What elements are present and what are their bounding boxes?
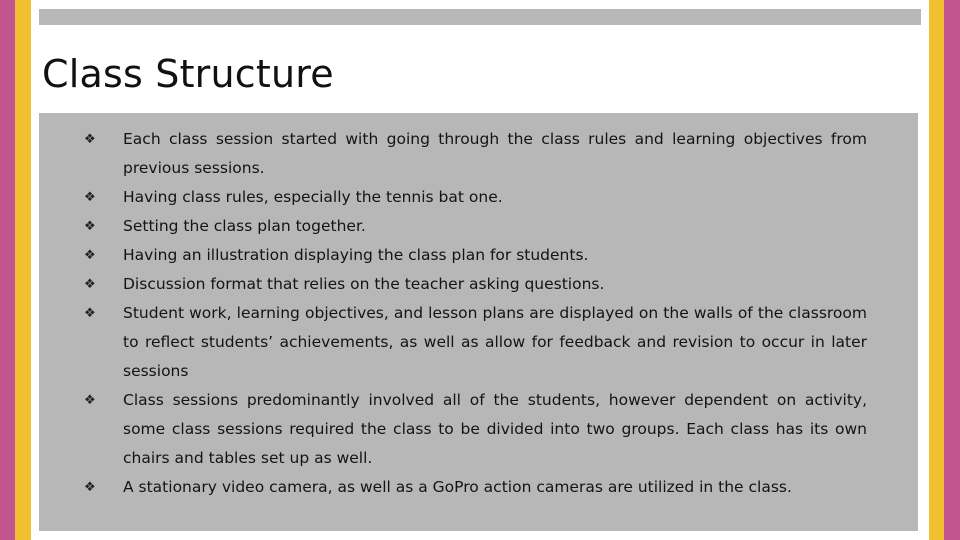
right-magenta-stripe (944, 0, 960, 540)
diamond-bullet-icon: ❖ (84, 480, 96, 495)
bullet-list (84, 125, 867, 502)
diamond-bullet-icon: ❖ (84, 248, 96, 263)
bullet-item (84, 125, 867, 183)
bullet-text: Student work, learning objectives, and lesson plans are displayed on the walls of the classroom to reflect students’ achievements, as well as allow for feedback and revision to occur in later sessions (123, 304, 867, 380)
bullet-item (84, 270, 867, 299)
bullet-text: Class sessions predominantly involved all of the students, however dependent on activity, some class sessions required the class to be divided into two groups. Each class has its own chairs and tables set up as well. (123, 391, 867, 467)
bullet-text: Each class session started with going through the class rules and learning objectives from previous sessions. (123, 130, 867, 177)
slide-title: Class Structure (42, 52, 334, 96)
bullet-item (84, 183, 867, 212)
left-magenta-stripe (0, 0, 15, 540)
diamond-bullet-icon: ❖ (84, 219, 96, 234)
diamond-bullet-icon: ❖ (84, 393, 96, 408)
left-yellow-stripe (15, 0, 31, 540)
diamond-bullet-icon: ❖ (84, 190, 96, 205)
bullet-item (84, 473, 867, 502)
bullet-item (84, 241, 867, 270)
bullet-text: Setting the class plan together. (123, 217, 366, 235)
bullet-item (84, 386, 867, 473)
bullet-text: Having an illustration displaying the class plan for students. (123, 246, 589, 264)
diamond-bullet-icon: ❖ (84, 132, 96, 147)
bullet-item (84, 299, 867, 386)
right-yellow-stripe (929, 0, 944, 540)
bullet-text: Having class rules, especially the tennis bat one. (123, 188, 503, 206)
bullet-item (84, 212, 867, 241)
diamond-bullet-icon: ❖ (84, 306, 96, 321)
bullet-text: A stationary video camera, as well as a GoPro action cameras are utilized in the class. (123, 478, 792, 496)
diamond-bullet-icon: ❖ (84, 277, 96, 292)
top-decorative-bar (39, 9, 921, 25)
bullet-text: Discussion format that relies on the teacher asking questions. (123, 275, 605, 293)
